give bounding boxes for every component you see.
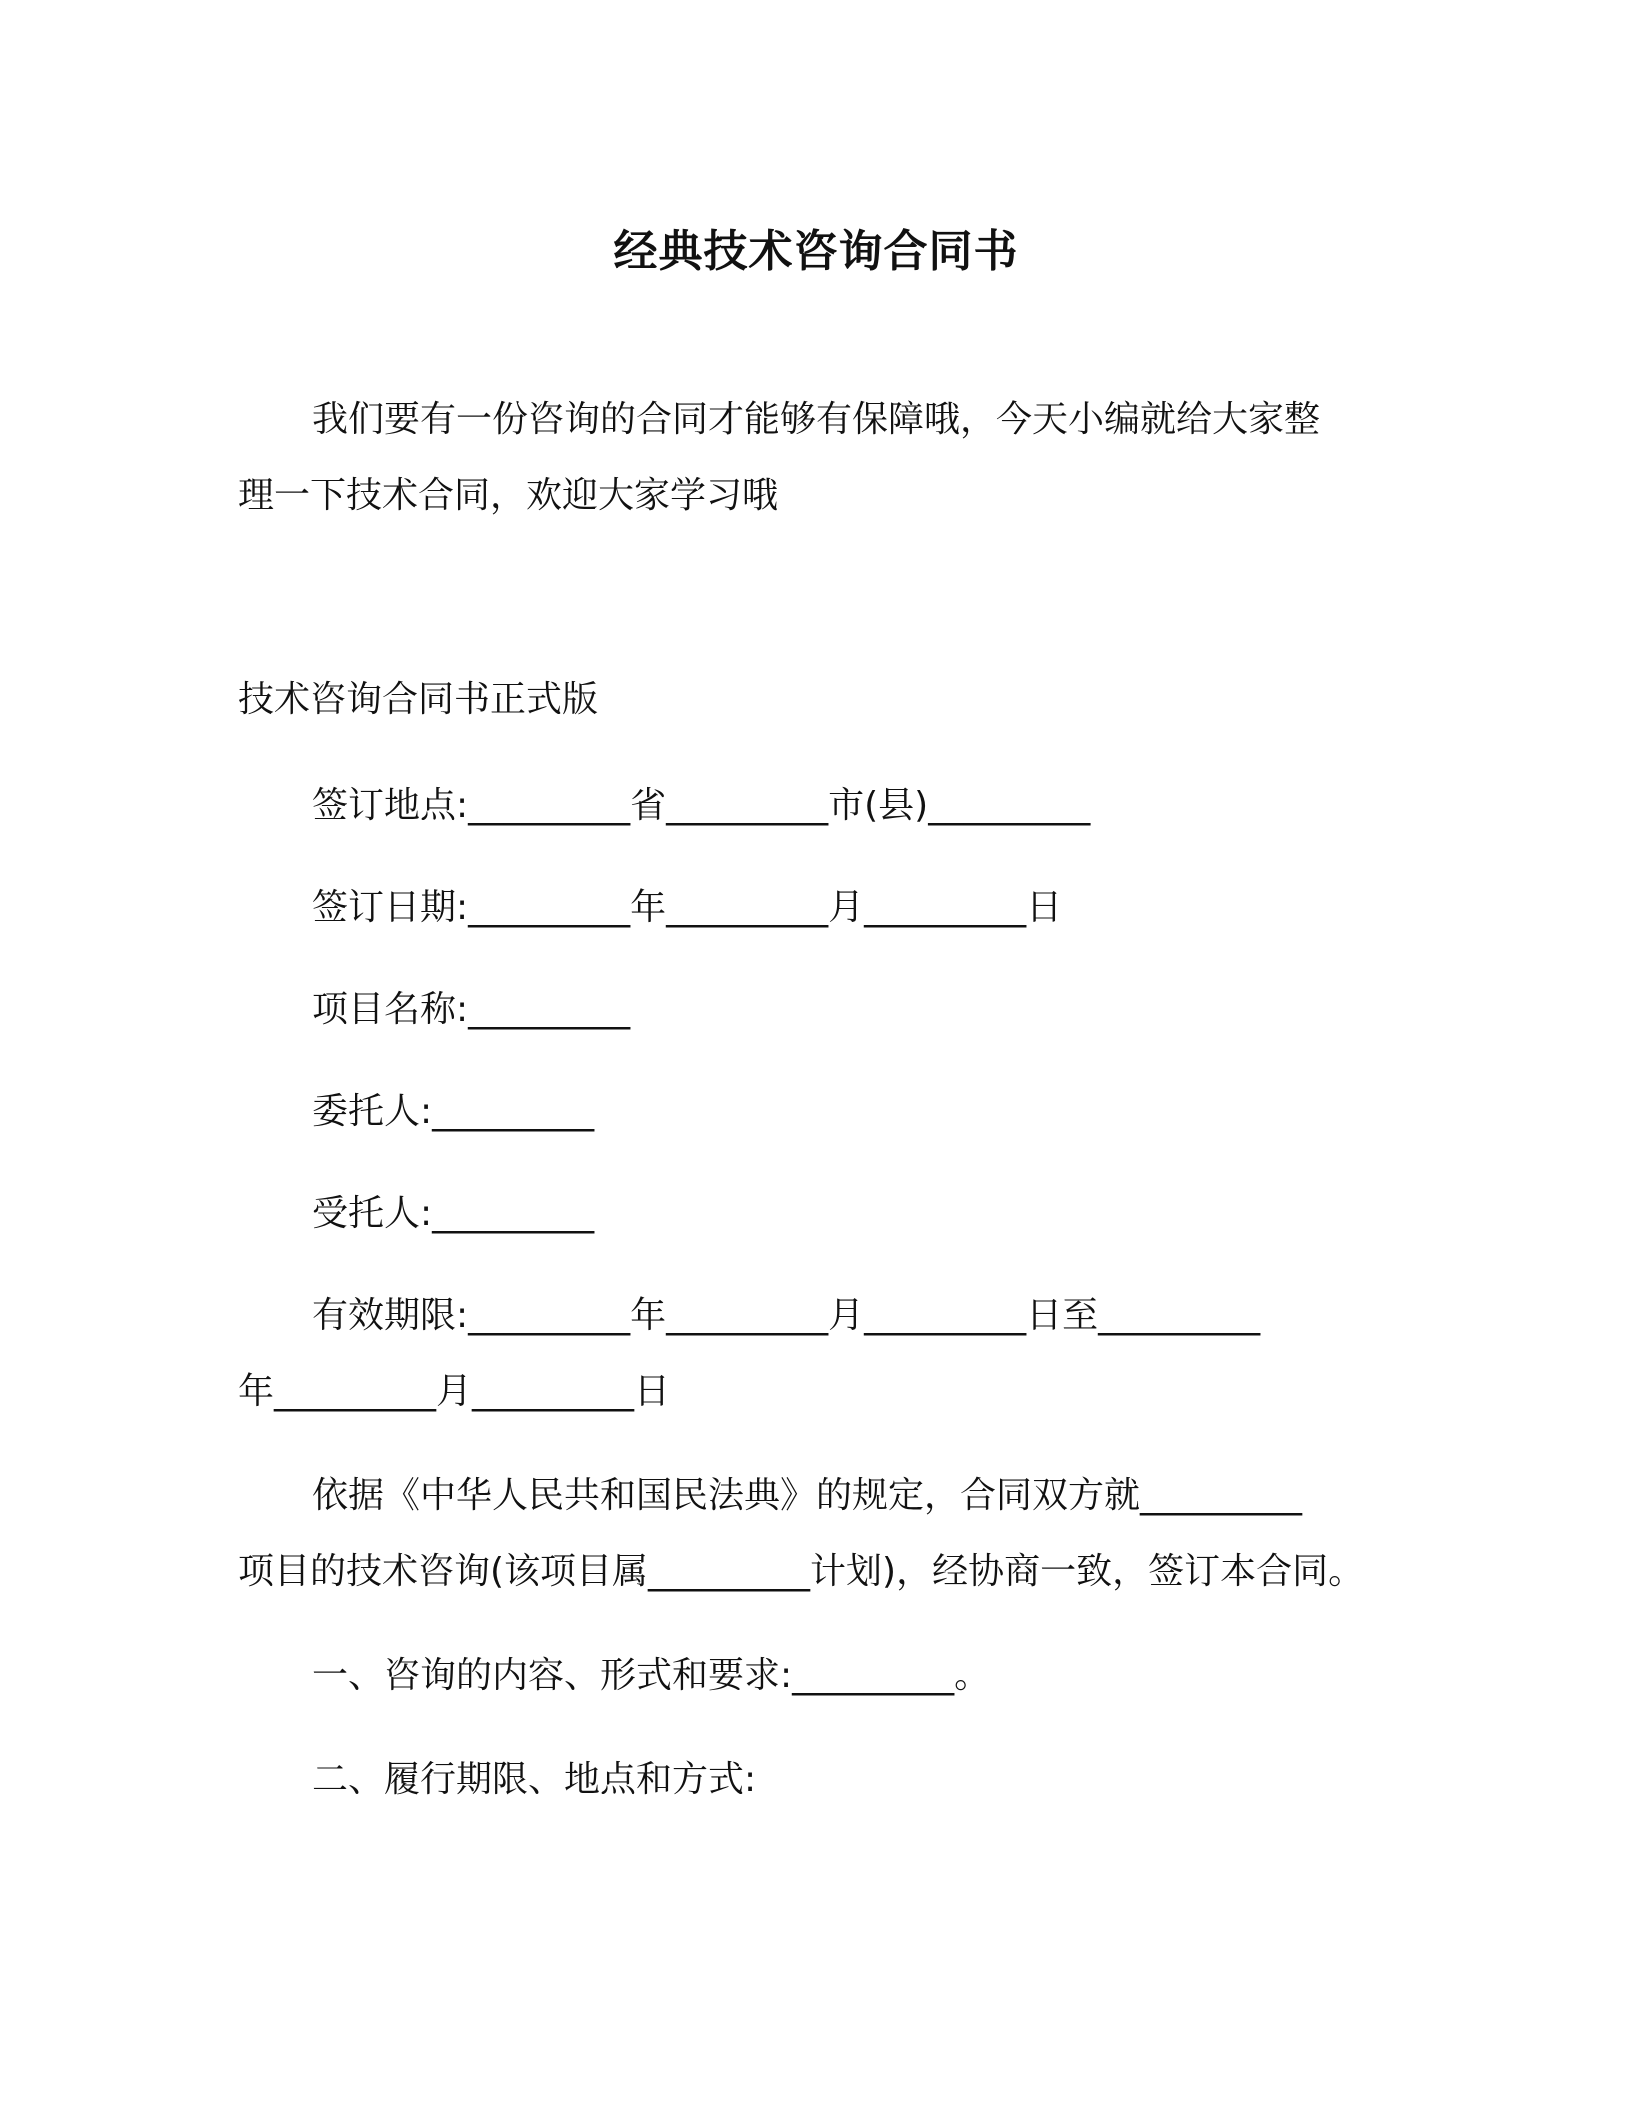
clause-1: 一、咨询的内容、形式和要求:_________。 [312,1655,991,1696]
basis-line-2: 项目的技术咨询(该项目属_________计划)，经协商一致，签订本合同。 [238,1551,1365,1592]
clause-2: 二、履行期限、地点和方式: [312,1759,757,1800]
document-title: 经典技术咨询合同书 [613,226,1019,277]
project-name-field: 项目名称:_________ [312,989,631,1030]
contract-subtitle: 技术咨询合同书正式版 [238,679,599,720]
sign-date-field: 签订日期:_________年_________月_________日 [312,887,1063,928]
validity-line-2: 年_________月_________日 [238,1371,670,1412]
sign-place-field: 签订地点:_________省_________市(县)_________ [312,785,1091,826]
basis-line-1: 依据《中华人民共和国民法典》的规定，合同双方就_________ [312,1475,1303,1516]
intro-line-1: 我们要有一份咨询的合同才能够有保障哦，今天小编就给大家整 [312,399,1321,440]
client-field: 委托人:_________ [312,1091,595,1132]
contractor-field: 受托人:_________ [312,1193,595,1234]
validity-line-1: 有效期限:_________年_________月_________日至_________ [312,1295,1261,1336]
intro-line-2: 理一下技术合同，欢迎大家学习哦 [238,475,779,516]
